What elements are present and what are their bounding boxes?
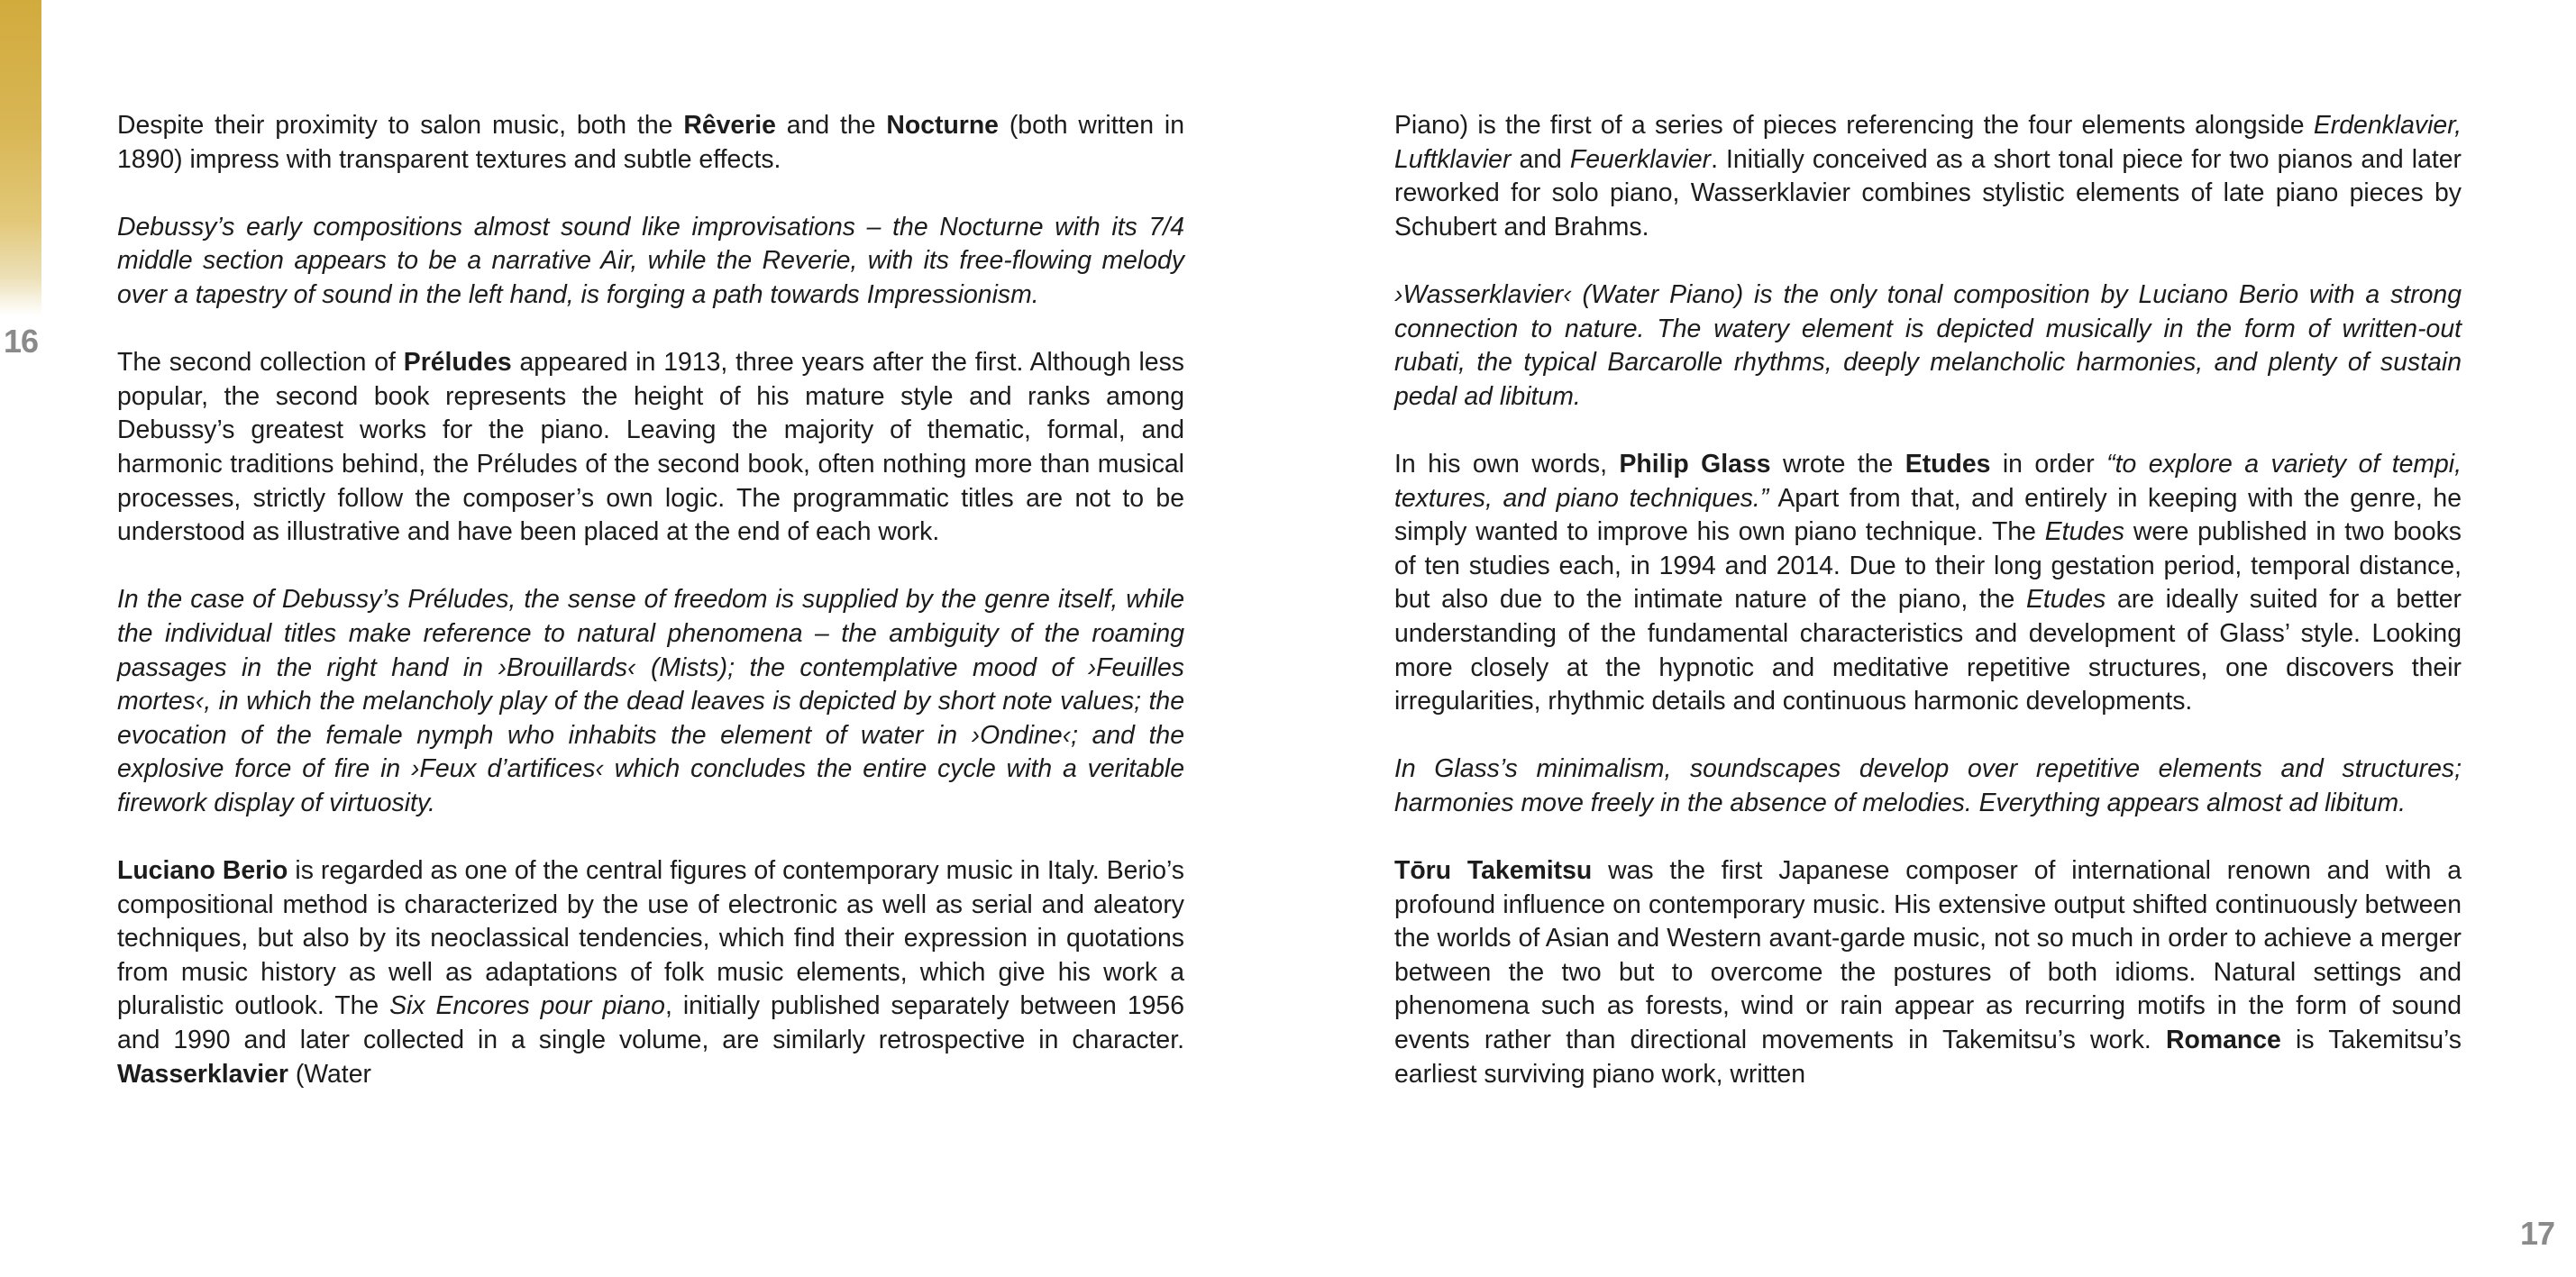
paragraph-wasserklavier: Piano) is the first of a series of pieces referencing the four elements alongside Erdenklavier, Luftklavier and Feuerklavier. Initially conceived as a short tonal piece for two pianos and later reworked for solo piano, Wasserklavier combines stylistic elements of late piano pieces by Schubert and Brahms. [1394,111,2462,242]
paragraph-glass: In his own words, Philip Glass wrote the Etudes in order “to explore a variety of tempi, textures, and piano techniques.” Apart from that, and entirely in keeping with the genre, he simply wanted to improve his own piano technique. The Etudes were published in two books of ten studies each, in 1994 and 2014. Due to their long gestation period, temporal distance, but also due to the intimate nature of the piano, the Etudes are ideally suited for a better understanding of the fundamental characteristics and development of Glass’ style. Looking more closely at the hypnotic and meditative repetitive structures, one discovers their irregularities, rhythmic details and continuous harmonic developments. [1394,449,2462,716]
composer-name-berio: Luciano Berio [117,856,288,886]
composer-name-glass: Philip Glass [1619,449,1771,479]
paragraph-berio: Luciano Berio is regarded as one of the central figures of contemporary music in Italy. Berio’s compositional method is characterized by the use of electronic as well as serial and aleatory techniques, but also by its neoclassical tendencies, which find their expression in quotations from music history as well as adaptations of folk music elements, which give his work a pluralistic outlook. The Six Encores pour piano, initially published separately between 1956 and 1990 and later collected in a single volume, are similarly retrospective in character. Wasserklavier (Water [117,856,1184,1089]
paragraph-preludes: The second collection of Préludes appeared in 1913, three years after the first. Although less popular, the second book represents the height of his mature style and ranks among Debussy’s greatest works for the piano. Leaving the majority of thematic, formal, and harmonic traditions behind, the Préludes of the second book, often nothing more than musical processes, strictly follow the composer’s own logic. The programmatic titles are not to be understood as illustrative and have been placed at the end of each work. [117,348,1184,547]
work-title-reverie: Rêverie [683,111,776,140]
glass-quote: “to explore a variety of tempi, textures, and piano techniques.” [1394,449,2462,513]
page-number-right: 17 [2520,1215,2555,1252]
work-title-wasserklavier: Wasserklavier [117,1059,288,1089]
work-title-feuerklavier: Feuerklavier [1569,144,1712,174]
work-titles-erden-luft: Erdenklavier, Luftklavier [1394,111,2462,174]
paragraph-takemitsu: Tōru Takemitsu was the first Japanese composer of international renown and with a profound influence on contemporary music. His extensive output shifted continuously between the worlds of Asian and Western avant-garde music, not so much in order to achieve a merger between the two but to overcome the postures of both idioms. Natural settings and phenomena such as forests, wind or rain appear as recurring motifs in the form of sound events rather than directional movements in Takemitsu’s work. Romance is Takemitsu’s earliest surviving piano work, written [1394,856,2462,1089]
work-title-romance: Romance [2166,1026,2281,1055]
right-column [1394,109,2462,1091]
work-title-etudes-3: Etudes [2025,585,2106,615]
work-title-preludes: Préludes [403,348,512,378]
paragraph-wasserklavier-quote: ›Wasserklavier‹ (Water Piano) is the only tonal composition by Luciano Berio with a strong connection to nature. The watery element is depicted musically in the form of written-out rubati, the typical Barcarolle rhythms, deeply melancholic harmonies, and plenty of sustain pedal ad libitum. [1394,279,2462,411]
work-title-etudes: Etudes [1905,449,1991,479]
paragraph-preludes-quote: In the case of Debussy’s Préludes, the sense of freedom is supplied by the genre itself, while the individual titles make reference to natural phenomena – the ambiguity of the roaming passages in the right hand in ›Brouillards‹ (Mists); the contemplative mood of ›Feuilles mortes‹, in which the melancholy play of the dead leaves is depicted by short note values; the evocation of the female nymph who inhabits the element of water in ›Ondine‹; and the explosive force of fire in ›Feux d’artifices‹ which concludes the entire cycle with a veritable firework display of virtuosity. [117,585,1184,817]
left-column [117,109,1184,1091]
work-title-six-encores: Six Encores pour piano [389,991,665,1021]
paragraph-reverie-nocturne: Despite their proximity to salon music, both the Rêverie and the Nocturne (both written in 1890) impress with transparent textures and subtle effects. [117,111,1185,174]
paragraph-glass-quote: In Glass’s minimalism, soundscapes develop over repetitive elements and structures; harmonies move freely in the absence of melodies. Everything appears almost ad libitum. [1394,754,2462,817]
composer-name-takemitsu: Tōru Takemitsu [1394,856,1593,886]
work-title-etudes-2: Etudes [2044,517,2125,547]
gold-accent-strip [0,0,41,315]
paragraph-debussy-early-quote: Debussy’s early compositions almost sound like improvisations – the Nocturne with its 7/4 middle section appears to be a narrative Air, while the Reverie, with its free-flowing melody over a tapestry of sound in the left hand, is forging a path towards Impressionism. [117,212,1184,309]
work-title-nocturne: Nocturne [886,111,999,140]
page-number-left: 16 [4,323,39,360]
